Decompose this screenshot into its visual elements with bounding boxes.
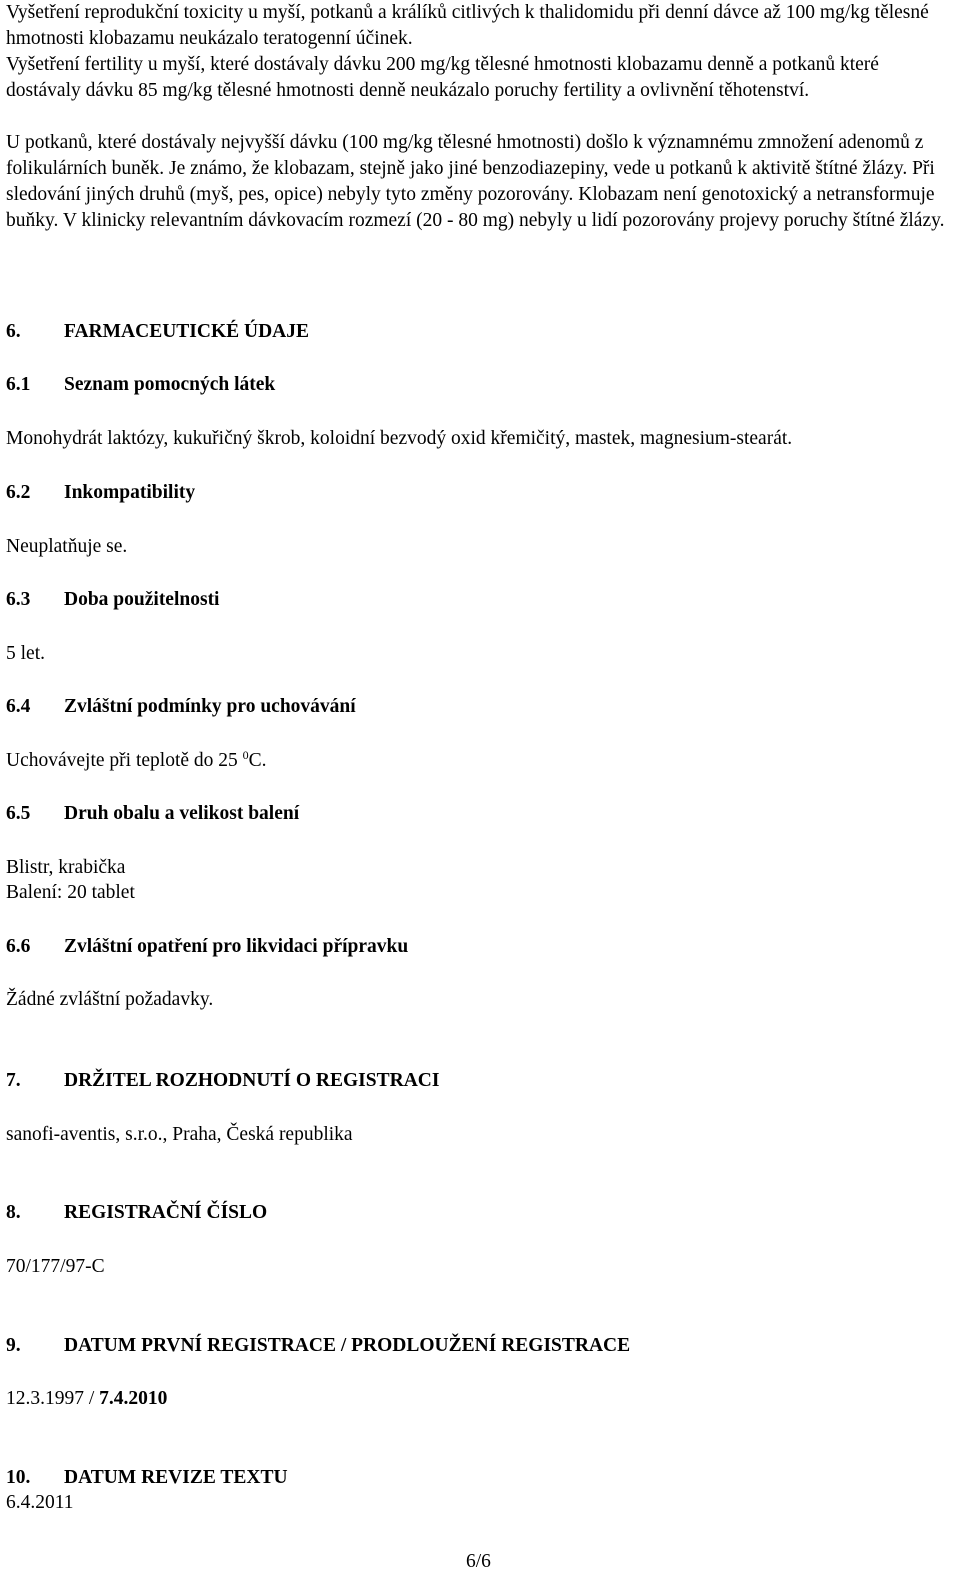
section-9-body — [6, 1386, 167, 1412]
section-title: DRŽITEL ROZHODNUTÍ O REGISTRACI — [64, 1070, 440, 1091]
section-7-body: sanofi-aventis, s.r.o., Praha, Česká republika — [6, 1124, 353, 1145]
section-8-heading — [6, 1200, 267, 1226]
section-6-6-heading — [6, 934, 408, 960]
section-title: FARMACEUTICKÉ ÚDAJE — [64, 321, 310, 342]
section-title: DATUM PRVNÍ REGISTRACE / PRODLOUŽENÍ REGISTRACE — [64, 1335, 631, 1356]
section-9-heading — [6, 1333, 630, 1359]
paragraph-fertility: Vyšetření fertility u myší, které dostávaly dávku 200 mg/kg tělesné hmotnosti klobazamu denně a potkanů které dostávaly dávku 85 mg/kg tělesné hmotnosti denně neukázalo poruchy fertility a ovlivnění těhotenství. — [6, 54, 879, 101]
section-6-6-body: Žádné zvláštní požadavky. — [6, 989, 214, 1010]
section-title: REGISTRAČNÍ ČÍSLO — [64, 1202, 268, 1223]
degree-superscript: 0 — [242, 748, 249, 762]
section-number: 6.5 — [6, 803, 31, 824]
paragraph-reproductive-toxicity: Vyšetření reprodukční toxicity u myší, potkanů a králíků citlivých k thalidomidu při denní dávce až 100 mg/kg tělesné hmotnosti klobazamu neukázalo teratogenní účinek. — [6, 2, 929, 49]
section-6-1-heading — [6, 372, 275, 398]
section-6-3-heading — [6, 587, 219, 613]
section-6-heading — [6, 319, 309, 345]
section-number: 6.2 — [6, 482, 31, 503]
section-6-1-body: Monohydrát laktózy, kukuřičný škrob, koloidní bezvodý oxid křemičitý, mastek, magnesium-stearát. — [6, 428, 793, 449]
section-number: 8. — [6, 1202, 21, 1223]
section-number: 6.1 — [6, 374, 31, 395]
section-title: Zvláštní opatření pro likvidaci přípravku — [64, 936, 409, 957]
section-title: DATUM REVIZE TEXTU — [64, 1467, 288, 1488]
section-8-body: 70/177/97-C — [6, 1256, 105, 1277]
section-6-5-body-line2: Balení: 20 tablet — [6, 882, 135, 903]
storage-text: Uchovávejte při teplotě do 25 — [6, 750, 243, 771]
section-title: Doba použitelnosti — [64, 589, 220, 610]
section-number: 6.3 — [6, 589, 31, 610]
section-6-5-heading — [6, 801, 299, 827]
first-registration-date: 12.3.1997 / — [6, 1388, 100, 1409]
section-number: 10. — [6, 1467, 31, 1488]
section-10-body: 6.4.2011 — [6, 1492, 74, 1513]
section-number: 9. — [6, 1335, 21, 1356]
section-6-3-body: 5 let. — [6, 643, 45, 664]
section-title: Zvláštní podmínky pro uchovávání — [64, 696, 356, 717]
section-title: Seznam pomocných látek — [64, 374, 276, 395]
section-7-heading — [6, 1068, 439, 1094]
storage-unit: C. — [248, 750, 267, 771]
section-number: 6.6 — [6, 936, 31, 957]
section-10-heading — [6, 1465, 288, 1491]
section-number: 7. — [6, 1070, 21, 1091]
section-6-2-heading — [6, 480, 195, 506]
section-number: 6.4 — [6, 696, 31, 717]
section-6-4-heading — [6, 694, 356, 720]
section-6-4-body — [6, 748, 267, 774]
page-number: 6/6 — [466, 1551, 491, 1572]
paragraph-thyroid: U potkanů, které dostávaly nejvyšší dávku (100 mg/kg tělesné hmotnosti) došlo k významnému zmnožení adenomů z folikulárních buněk. Je známo, že klobazam, stejně jako jiné benzodiazepiny, vede u potkanů k aktivitě štítné žlázy. Při sledování jiných druhů (myš, pes, opice) nebyly tyto změny pozorovány. Klobazam není genotoxický a netransformuje buňky. V klinicky relevantním dávkovacím rozmezí (20 - 80 mg) nebyly u lidí pozorovány projevy poruchy štítné žlázy. — [6, 132, 945, 231]
section-number: 6. — [6, 321, 21, 342]
section-title: Inkompatibility — [64, 482, 196, 503]
renewal-date: 7.4.2010 — [99, 1388, 168, 1409]
section-6-5-body-line1: Blistr, krabička — [6, 857, 126, 878]
section-title: Druh obalu a velikost balení — [64, 803, 300, 824]
section-6-2-body: Neuplatňuje se. — [6, 536, 128, 557]
